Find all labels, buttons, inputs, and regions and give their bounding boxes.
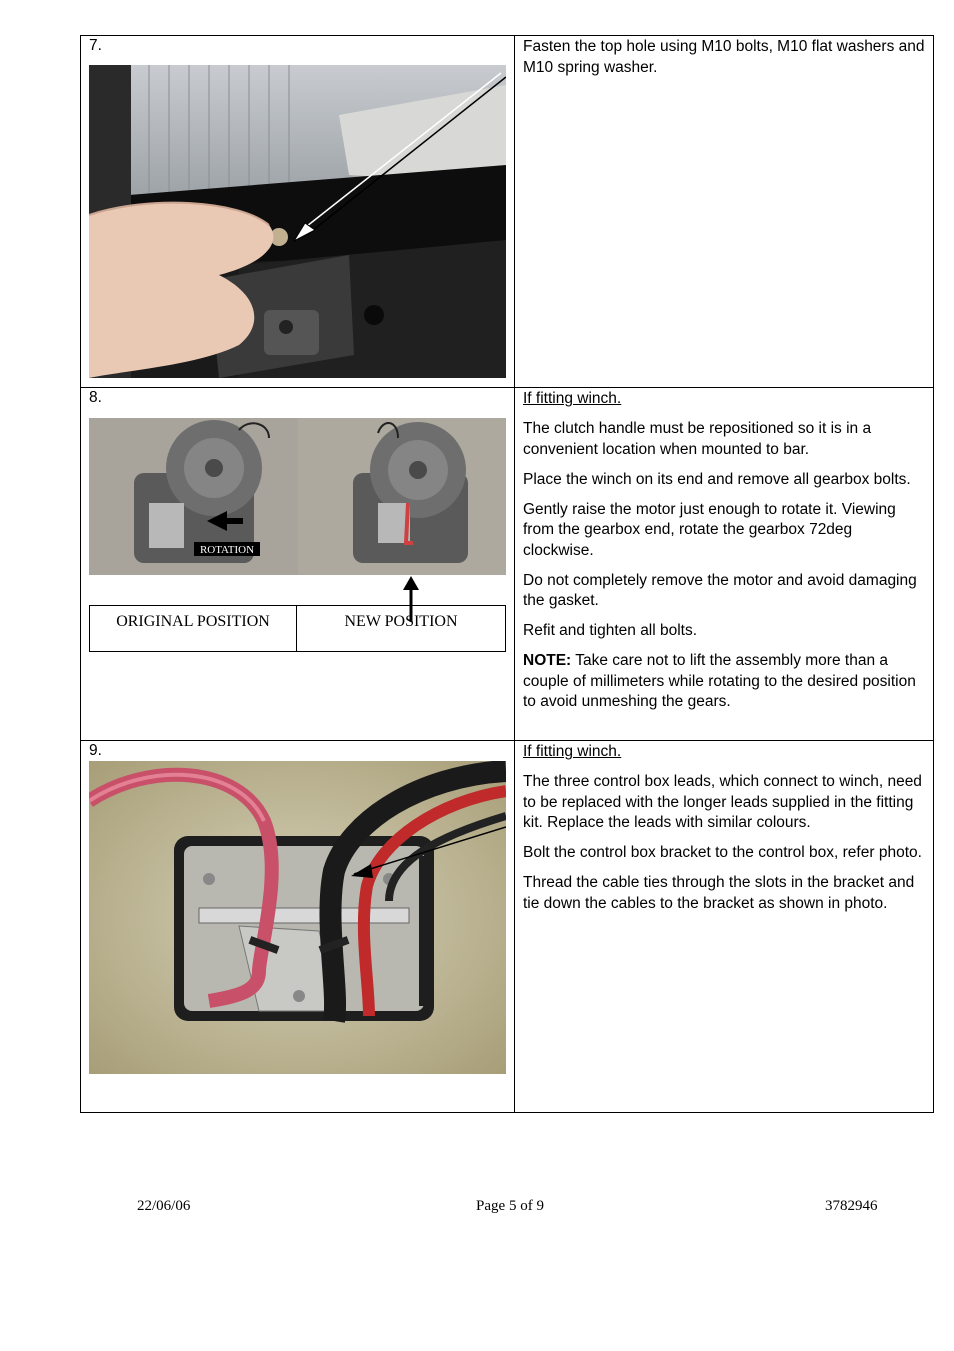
step-row-9 xyxy=(81,741,933,1112)
winch-original-position-photo xyxy=(89,418,298,575)
step-row-8 xyxy=(81,388,933,741)
caption-original-position: ORIGINAL POSITION xyxy=(90,606,297,651)
step-row-7 xyxy=(81,36,933,388)
step-9-heading: If fitting winch. xyxy=(523,743,622,760)
winch-new-position-photo xyxy=(298,418,506,575)
instruction-table xyxy=(80,35,934,1113)
step-9-paragraph: Thread the cable ties through the slots in the bracket and tie down the cables to the bracket as shown in photo. xyxy=(523,874,915,912)
rotation-label: ROTATION xyxy=(199,544,255,556)
position-caption-table xyxy=(89,605,506,652)
step-9-photo xyxy=(89,761,506,1074)
step-8-note xyxy=(523,651,925,713)
step-8-image-cell xyxy=(81,388,515,740)
step-7-paragraph: Fasten the top hole using M10 bolts, M10 flat washers and M10 spring washer. xyxy=(523,38,925,76)
step-number: 9. xyxy=(89,742,102,759)
note-text: Take care not to lift the assembly more than a couple of millimeters while rotating to the desired position to avoid unmeshing the gears. xyxy=(523,652,916,710)
step-8-paragraph: Do not completely remove the motor and avoid damaging the gasket. xyxy=(523,571,917,609)
step-8-paragraph: Refit and tighten all bolts. xyxy=(523,622,698,639)
footer-date: 22/06/06 xyxy=(137,1198,191,1214)
step-8-paragraph: The clutch handle must be repositioned so it is in a convenient location when mounted to bar. xyxy=(523,420,872,458)
step-8-paragraph: Place the winch on its end and remove all gearbox bolts. xyxy=(523,470,911,488)
step-7-photo xyxy=(89,65,506,378)
step-number: 8. xyxy=(89,389,102,406)
step-9-text-cell xyxy=(515,741,933,1112)
note-label: NOTE: xyxy=(523,652,572,669)
step-7-image-cell xyxy=(81,36,515,387)
step-8-text-cell xyxy=(515,388,933,740)
footer-page-number: Page 5 of 9 xyxy=(476,1198,544,1214)
step-9-paragraph: Bolt the control box bracket to the control box, refer photo. xyxy=(523,844,922,861)
step-9-image-cell xyxy=(81,741,515,1112)
caption-new-position: NEW POSITION xyxy=(344,613,458,630)
step-number: 7. xyxy=(89,37,102,54)
step-8-paragraph: Gently raise the motor just enough to rotate it. Viewing from the gearbox end, rotate the gearbox 72deg clockwise. xyxy=(523,500,896,559)
footer-document-number: 3782946 xyxy=(825,1198,878,1214)
step-7-text-cell xyxy=(515,36,933,387)
step-9-paragraph: The three control box leads, which connect to winch, need to be replaced with the longer leads supplied in the fitting kit. Replace the leads with similar colours. xyxy=(523,773,922,831)
step-8-heading: If fitting winch. xyxy=(523,390,622,407)
